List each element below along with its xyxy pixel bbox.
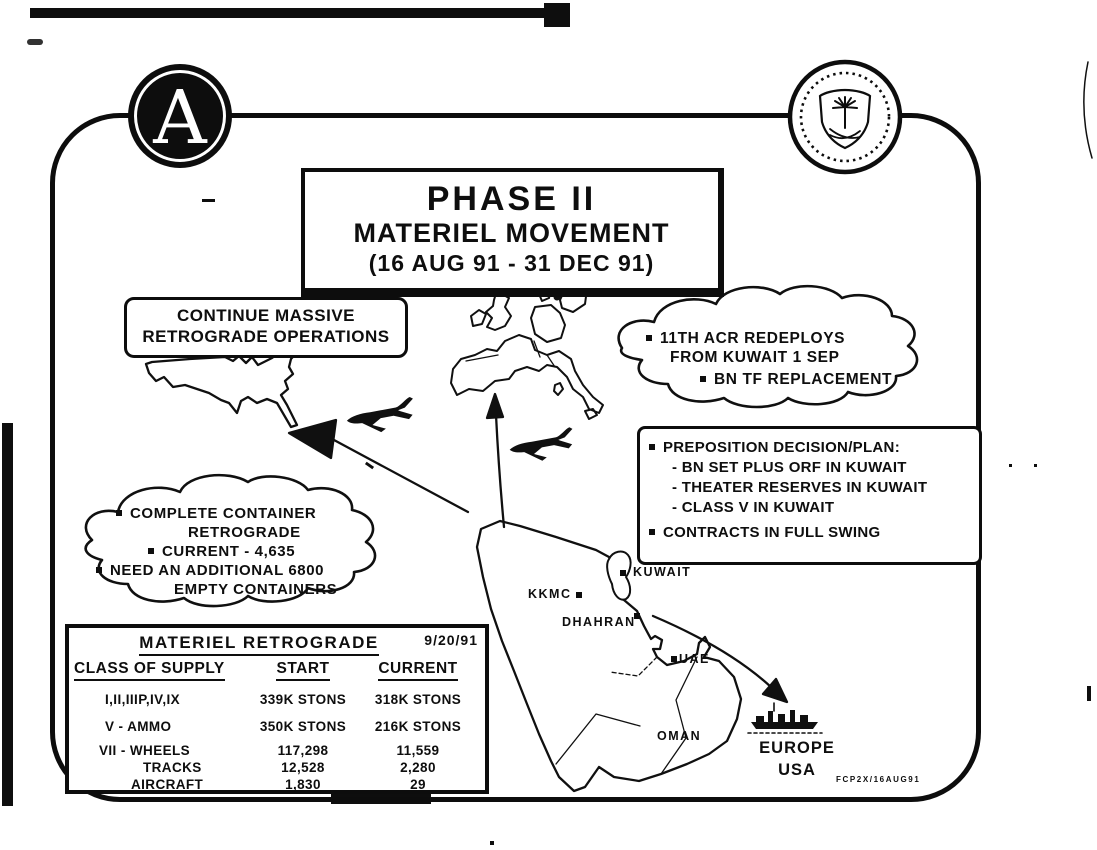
europe-map xyxy=(451,282,603,419)
table-row: V - AMMO 350K STONS 216K STONS xyxy=(105,719,462,734)
airplane-icon xyxy=(508,427,575,464)
table-row: VII - WHEELS 117,298 11,559 xyxy=(99,742,440,758)
table-row: TRACKS 12,528 2,280 xyxy=(143,760,436,775)
container-cloud xyxy=(62,470,396,599)
bullet-icon xyxy=(116,510,122,516)
destination-usa: USA xyxy=(778,761,816,779)
prepo-heading: PREPOSITION DECISION/PLAN: xyxy=(663,439,900,456)
table-row: AIRCRAFT 1,830 29 xyxy=(131,777,426,792)
label-uae: UAE xyxy=(679,652,710,666)
label-kuwait: KUWAIT xyxy=(633,565,692,579)
table-header-row xyxy=(69,660,485,681)
acr-line3: BN TF REPLACEMENT xyxy=(714,371,893,388)
ship-icon xyxy=(748,703,822,733)
title-line3: (16 AUG 91 - 31 DEC 91) xyxy=(368,250,655,276)
retrograde-operations-box xyxy=(124,297,408,358)
preposition-box xyxy=(637,426,982,565)
title-line1: PHASE II xyxy=(426,180,597,218)
page-fold-line xyxy=(1084,62,1092,158)
container-line4: NEED AN ADDITIONAL 6800 xyxy=(110,562,325,579)
bullet-icon xyxy=(646,335,652,341)
kuwait-marker-icon xyxy=(620,570,626,576)
label-oman: OMAN xyxy=(657,729,702,743)
arrow-to-europe xyxy=(487,394,504,527)
table-row: I,II,IIIP,IV,IX 339K STONS 318K STONS xyxy=(105,692,462,707)
saudi-seal-icon xyxy=(784,56,906,178)
materiel-retrograde-table xyxy=(65,624,489,794)
airplane-icon xyxy=(345,397,416,436)
kkmc-marker-icon xyxy=(576,592,582,598)
col-start: START xyxy=(276,660,329,681)
title-box xyxy=(301,168,724,297)
container-line5: EMPTY CONTAINERS xyxy=(174,581,338,598)
acr-line1: 11TH ACR REDEPLOYS xyxy=(660,330,846,347)
third-army-logo xyxy=(128,64,232,168)
table-date: 9/20/91 xyxy=(424,632,478,648)
container-line2: RETROGRADE xyxy=(188,524,301,541)
title-line2: MATERIEL MOVEMENT xyxy=(353,218,670,248)
logo-letter: A xyxy=(153,75,207,161)
prepo-footer: CONTRACTS IN FULL SWING xyxy=(663,524,881,541)
bullet-icon xyxy=(148,548,154,554)
slide-stamp: FCP2X/16AUG91 xyxy=(836,775,921,784)
retro-line1: CONTINUE MASSIVE xyxy=(176,306,356,325)
bullet-icon xyxy=(649,529,655,535)
container-line3: CURRENT - 4,635 xyxy=(162,543,296,560)
acr-cloud xyxy=(600,296,938,389)
destination-label xyxy=(747,737,847,781)
bullet-icon xyxy=(96,567,102,573)
label-kkmc: KKMC xyxy=(528,587,572,601)
destination-europe: EUROPE xyxy=(759,739,835,757)
retro-line2: RETROGRADE OPERATIONS xyxy=(142,327,390,346)
table-title: MATERIEL RETROGRADE xyxy=(139,633,378,656)
bullet-icon xyxy=(649,444,655,450)
uae-marker-icon xyxy=(671,656,677,662)
acr-line2: FROM KUWAIT 1 SEP xyxy=(670,349,840,366)
container-line1: COMPLETE CONTAINER xyxy=(130,505,317,522)
bullet-icon xyxy=(700,376,706,382)
label-dhahran: DHAHRAN xyxy=(562,615,636,629)
col-current: CURRENT xyxy=(378,660,457,681)
prepo-item1: - BN SET PLUS ORF IN KUWAIT xyxy=(672,459,907,476)
col-class-of-supply: CLASS OF SUPPLY xyxy=(74,660,225,681)
prepo-item2: - THEATER RESERVES IN KUWAIT xyxy=(672,479,928,496)
prepo-item3: - CLASS V IN KUWAIT xyxy=(672,499,835,516)
